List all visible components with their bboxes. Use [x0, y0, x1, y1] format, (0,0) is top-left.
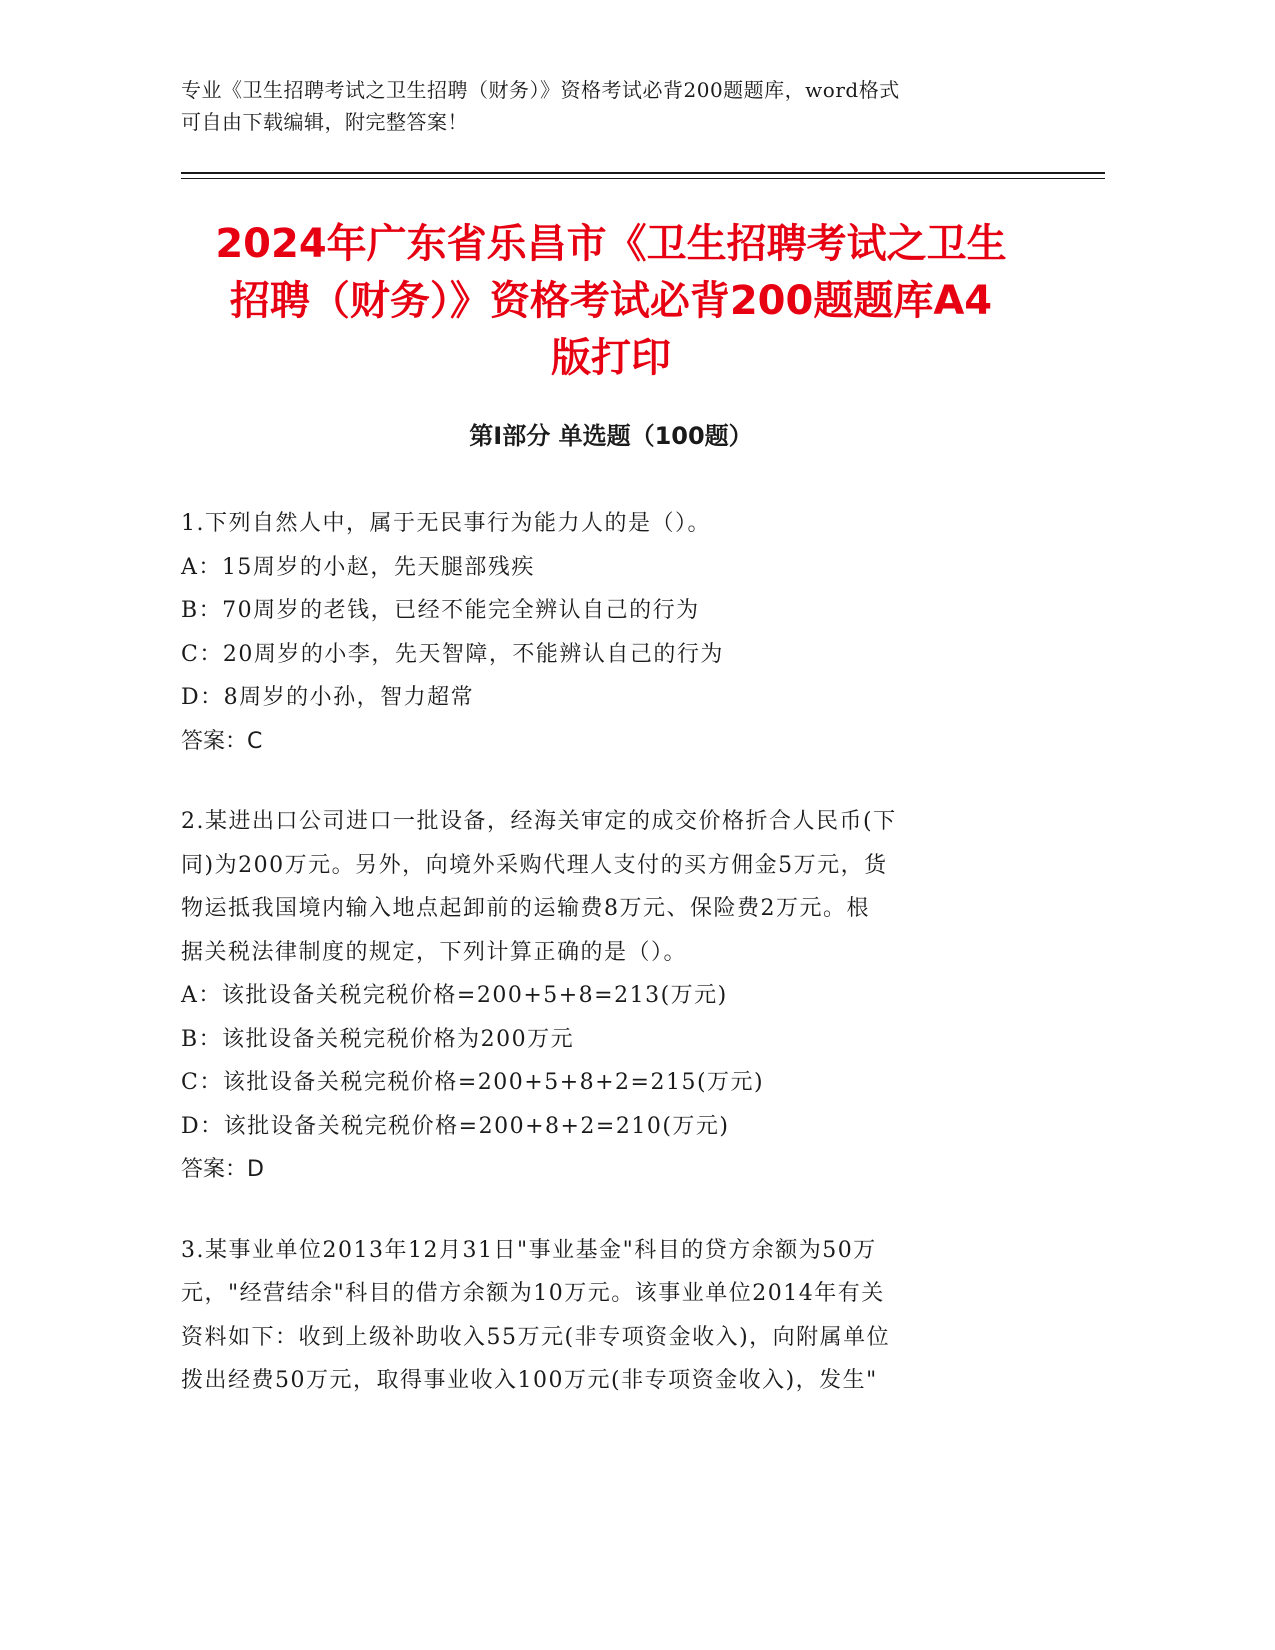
document-title-line-1: 2024年广东省乐昌市《卫生招聘考试之卫生	[215, 221, 1007, 267]
option-a: A：15周岁的小赵，先天腿部残疾	[181, 554, 535, 580]
document-title-line-2: 招聘（财务）》资格考试必背200题题库A4	[229, 278, 993, 324]
option-b: B：70周岁的老钱，已经不能完全辨认自己的行为	[181, 598, 700, 623]
option-a: A：该批设备关税完税价格=200+5+8=213(万元)	[181, 983, 728, 1008]
answer: 答案：D	[181, 1157, 264, 1182]
question-3	[181, 1229, 1041, 1403]
option-d: D：该批设备关税完税价格=200+8+2=210(万元)	[181, 1113, 730, 1139]
header-divider-thin	[181, 178, 1105, 179]
question-stem-line-2: 元，"经营结余"科目的借方余额为10万元。该事业单位2014年有关	[181, 1281, 885, 1306]
header-note-line-1: 专业《卫生招聘考试之卫生招聘（财务）》资格考试必背200题题库，word格式	[181, 78, 900, 102]
header-note-line-2: 可自由下载编辑，附完整答案！	[181, 110, 468, 134]
answer: 答案：C	[181, 728, 263, 754]
question-stem-line-4: 据关税法律制度的规定，下列计算正确的是（）。	[181, 939, 688, 965]
question-stem-line-4: 拨出经费50万元，取得事业收入100万元(非专项资金收入)，发生"	[181, 1368, 878, 1393]
question-list	[181, 502, 1041, 1440]
section-title: 第Ⅰ部分 单选题（100题）	[469, 422, 753, 450]
option-c: C：20周岁的小李，先天智障，不能辨认自己的行为	[181, 641, 724, 667]
header-note	[181, 74, 1041, 138]
question-stem-line-1: 3.某事业单位2013年12月31日"事业基金"科目的贷方余额为50万	[181, 1237, 877, 1263]
question-stem: 1.下列自然人中，属于无民事行为能力人的是（）。	[181, 511, 711, 536]
document-title	[181, 216, 1041, 387]
question-1	[181, 502, 1041, 763]
header-divider-thick	[181, 172, 1105, 174]
question-stem-line-1: 2.某进出口公司进口一批设备，经海关审定的成交价格折合人民币(下	[181, 809, 897, 834]
option-c: C：该批设备关税完税价格=200+5+8+2=215(万元)	[181, 1070, 765, 1095]
option-b: B：该批设备关税完税价格为200万元	[181, 1026, 575, 1052]
question-2	[181, 800, 1041, 1192]
document-title-line-3: 版打印	[551, 335, 671, 381]
option-d: D：8周岁的小孙，智力超常	[181, 685, 475, 710]
question-stem-line-2: 同)为200万元。另外，向境外采购代理人支付的买方佣金5万元，货	[181, 852, 888, 878]
question-stem-line-3: 资料如下：收到上级补助收入55万元(非专项资金收入)，向附属单位	[181, 1324, 891, 1350]
question-stem-line-3: 物运抵我国境内输入地点起卸前的运输费8万元、保险费2万元。根	[181, 896, 870, 921]
